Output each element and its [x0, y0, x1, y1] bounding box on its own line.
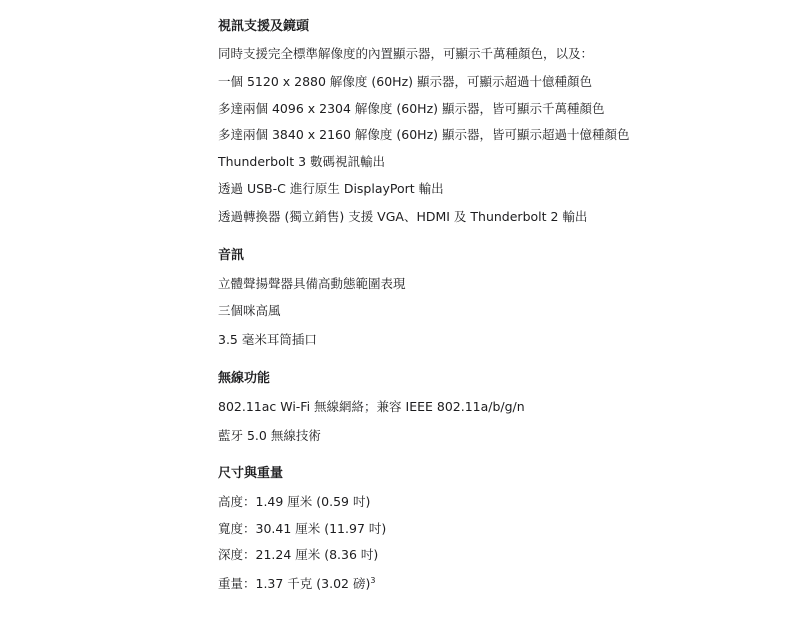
spec-depth: 深度：21.24 厘米 (8.36 吋) — [218, 547, 379, 562]
spec-video-adapter-output: 透過轉換器 (獨立銷售) 支援 VGA、HDMI 及 Thunderbolt 2 輸出 — [218, 209, 588, 224]
footnote-marker: 3 — [370, 575, 376, 585]
spec-video-4096-displays: 多達兩個 4096 x 2304 解像度 (60Hz) 顯示器，皆可顯示千萬種顏色 — [218, 101, 605, 116]
spec-video-3840-displays: 多達兩個 3840 x 2160 解像度 (60Hz) 顯示器，皆可顯示超過十億種顏色 — [218, 127, 630, 142]
section-title-dimensions: 尺寸與重量 — [218, 466, 284, 481]
spec-video-builtin-display: 同時支援完全標準解像度的內置顯示器，可顯示千萬種顏色，以及： — [218, 46, 594, 61]
spec-wireless-wifi: 802.11ac Wi-Fi 無線網絡；兼容 IEEE 802.11a/b/g/n — [218, 399, 525, 414]
spec-video-displayport-output: 透過 USB-C 進行原生 DisplayPort 輸出 — [218, 181, 444, 196]
section-title-wireless: 無線功能 — [218, 371, 271, 386]
spec-audio-speakers: 立體聲揚聲器具備高動態範圍表現 — [218, 276, 406, 291]
spec-weight-row — [218, 575, 375, 593]
spec-video-thunderbolt-output: Thunderbolt 3 數碼視訊輸出 — [218, 154, 386, 169]
spec-width: 寬度：30.41 厘米 (11.97 吋) — [218, 521, 387, 536]
section-title-audio: 音訊 — [218, 248, 245, 263]
spec-video-5k-display: 一個 5120 x 2880 解像度 (60Hz) 顯示器，可顯示超過十億種顏色 — [218, 74, 592, 89]
spec-height: 高度：1.49 厘米 (0.59 吋) — [218, 494, 371, 509]
spec-wireless-bluetooth: 藍牙 5.0 無線技術 — [218, 428, 321, 443]
spec-audio-headphone-jack: 3.5 毫米耳筒插口 — [218, 332, 317, 347]
spec-weight: 重量：1.37 千克 (3.02 磅) — [218, 576, 371, 591]
section-title-video: 視訊支援及鏡頭 — [218, 19, 310, 34]
spec-audio-microphones: 三個咪高風 — [218, 303, 281, 318]
